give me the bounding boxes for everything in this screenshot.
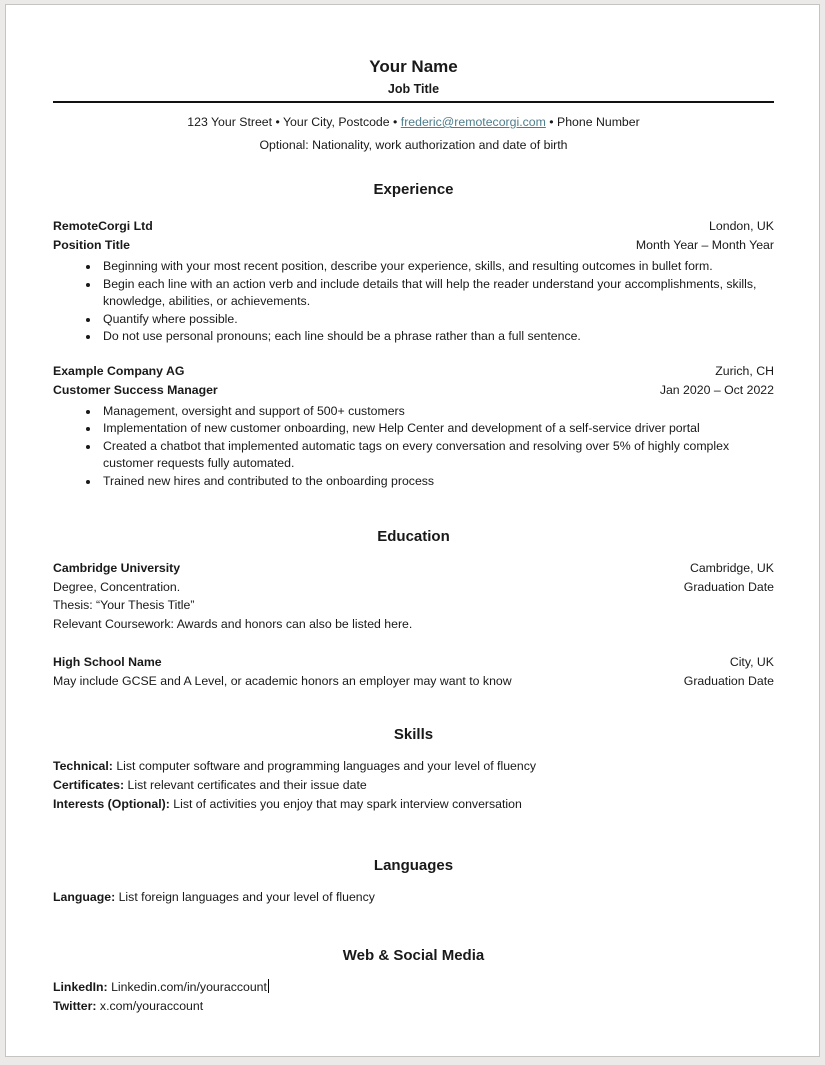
education-coursework-row (53, 615, 774, 634)
bullet-item: • Quantify where possible. (100, 311, 774, 329)
bullet-item: • Do not use personal pronouns; each line should be a phrase rather than a full sentence. (100, 328, 774, 346)
skill-text: List relevant certificates and their issue date (127, 777, 367, 792)
skill-line (53, 776, 774, 795)
bullet-item: • Created a chatbot that implemented automatic tags on every conversation and resolving over 5% of highly complex customer requests fully automated. (100, 438, 774, 473)
position-dates: Month Year – Month Year (635, 238, 774, 252)
contact-address: 123 Your Street (187, 115, 273, 129)
education-school-row (53, 559, 774, 578)
education-degree-row (53, 672, 774, 691)
company-name: RemoteCorgi Ltd (53, 219, 153, 233)
skill-text: List computer software and programming languages and your level of fluency (116, 759, 537, 774)
experience-company-row (53, 362, 774, 381)
twitter-url: x.com/youraccount (99, 998, 204, 1013)
bullet-item: • Trained new hires and contributed to the onboarding process (100, 473, 774, 491)
linkedin-url: Linkedin.com/in/youraccount (111, 980, 267, 995)
experience-entries (53, 217, 774, 490)
twitter-label: Twitter: (53, 998, 97, 1013)
bullet-item: • Begin each line with an action verb and include details that will help the reader understand your accomplishments, skills, knowledge, abilities, or achievements. (100, 276, 774, 311)
experience-entry (53, 362, 774, 491)
school-name: High School Name (53, 654, 162, 669)
experience-company-row (53, 217, 774, 236)
bullet-item: • Implementation of new customer onboarding, new Help Center and development of a self-service driver portal (100, 420, 774, 438)
bullet-item: • Management, oversight and support of 500+ customers (100, 403, 774, 421)
skill-line (53, 795, 774, 814)
education-entry (53, 653, 774, 690)
contact-email-link[interactable]: frederic@remotecorgi.com (400, 115, 546, 129)
section-heading-languages: Languages (373, 857, 454, 875)
graduation-date: Graduation Date (683, 579, 774, 594)
education-degree-row (53, 578, 774, 597)
thesis-text: Thesis: “Your Thesis Title” (53, 598, 195, 613)
contact-separator: • (275, 115, 280, 129)
resume-job-title: Job Title (387, 82, 440, 96)
position-title: Customer Success Manager (53, 382, 218, 397)
linkedin-line (53, 978, 774, 997)
education-entries (53, 559, 774, 690)
header-divider (53, 101, 774, 103)
resume-content (6, 5, 819, 1015)
position-title: Position Title (53, 238, 130, 252)
section-heading-experience: Experience (373, 181, 454, 198)
experience-title-row (53, 236, 774, 255)
language-label: Language: (53, 890, 116, 905)
section-heading-skills: Skills (393, 726, 434, 744)
experience-bullet-list (53, 403, 774, 491)
degree-text: May include GCSE and A Level, or academic honors an employer may want to know (53, 673, 512, 688)
skill-label: Technical: (53, 759, 113, 774)
contact-city: Your City, Postcode (282, 115, 390, 129)
section-heading-education: Education (377, 528, 450, 545)
twitter-line (53, 997, 774, 1016)
education-school-row (53, 653, 774, 672)
contact-line (53, 111, 774, 133)
experience-title-row (53, 381, 774, 400)
skill-label: Certificates: (53, 777, 125, 792)
company-location: London, UK (709, 219, 774, 233)
language-line (53, 888, 774, 907)
bullet-item: • Beginning with your most recent position, describe your experience, skills, and resulting outcomes in bullet form. (100, 258, 774, 276)
section-heading-web-social: Web & Social Media (342, 947, 485, 965)
education-entry (53, 559, 774, 634)
skill-text: List of activities you enjoy that may spark interview conversation (173, 796, 522, 811)
company-location: Zurich, CH (715, 363, 774, 378)
linkedin-label: LinkedIn: (53, 980, 108, 995)
experience-bullet-list (53, 258, 774, 346)
company-name: Example Company AG (53, 363, 185, 378)
contact-separator: • (549, 115, 554, 129)
school-name: Cambridge University (53, 561, 181, 575)
contact-separator: • (393, 115, 398, 129)
position-dates: Jan 2020 – Oct 2022 (659, 382, 774, 397)
degree-text: Degree, Concentration. (53, 579, 181, 594)
education-thesis-row (53, 596, 774, 615)
graduation-date: Graduation Date (683, 673, 774, 688)
optional-info-line: Optional: Nationality, work authorization and date of birth (259, 138, 568, 152)
school-location: City, UK (729, 654, 774, 669)
coursework-text: Relevant Coursework: Awards and honors can also be listed here. (53, 617, 413, 632)
languages-lines (53, 888, 774, 907)
web-social-lines (53, 978, 774, 1015)
school-location: Cambridge, UK (689, 561, 774, 575)
skills-lines (53, 757, 774, 813)
skill-line (53, 757, 774, 776)
resume-page (5, 4, 820, 1057)
experience-entry (53, 217, 774, 346)
skill-label: Interests (Optional): (53, 796, 170, 811)
contact-phone: Phone Number (557, 115, 640, 129)
text-cursor (268, 979, 269, 993)
resume-name: Your Name (369, 57, 458, 76)
language-text: List foreign languages and your level of fluency (118, 890, 375, 905)
